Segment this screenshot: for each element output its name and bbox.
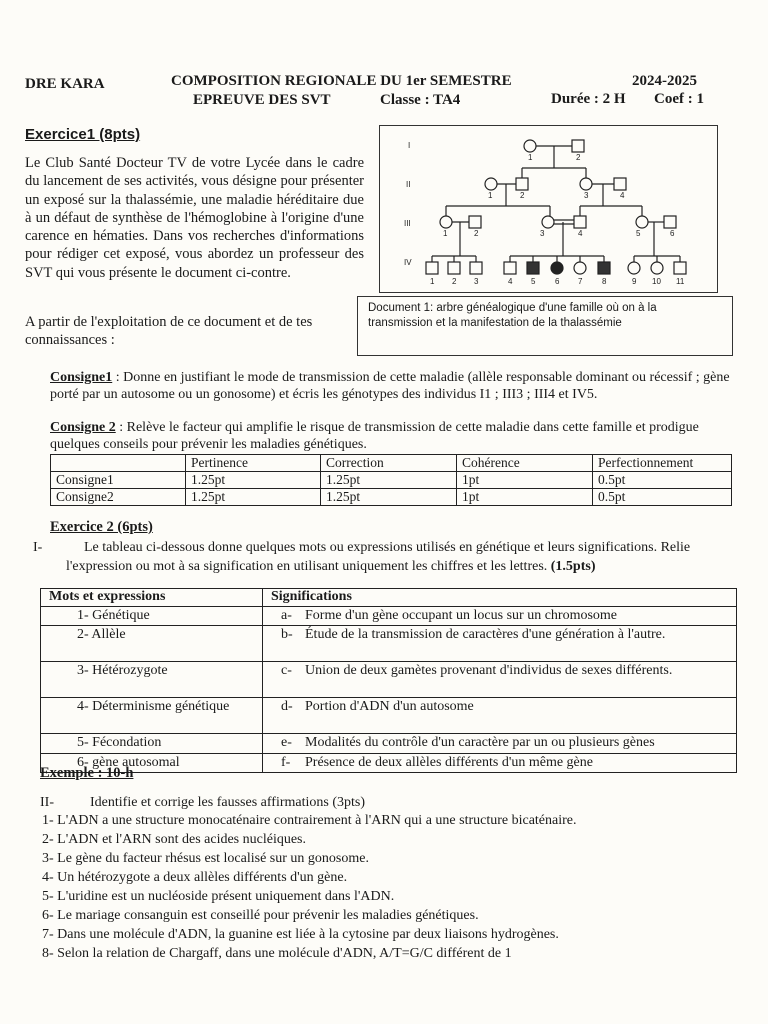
grading-cell: Consigne2: [51, 489, 186, 506]
vocab-table: [40, 588, 737, 773]
vocab-sig-letter: a-: [281, 607, 292, 623]
part1-points: (1.5pts): [550, 559, 596, 574]
example: Exemple : 10-h: [40, 765, 134, 781]
vocab-sig-text: Étude de la transmission de caractères d'une génération à l'autre.: [305, 627, 666, 642]
vocab-sig-text: Forme d'un gène occupant un locus sur un chromosome: [305, 607, 618, 623]
vocab-row: [41, 698, 737, 734]
gen-label-III: III: [404, 219, 411, 228]
consigne2-label: Consigne 2: [50, 420, 116, 435]
person-II4: [614, 178, 626, 190]
part1-text: [66, 538, 728, 576]
person-IV11: [674, 262, 686, 274]
pedigree-label: 2: [474, 229, 479, 238]
pedigree-label: 4: [508, 277, 513, 286]
grading-cell: 1pt: [457, 489, 593, 506]
exercise1-title: Exercice1 (8pts): [25, 126, 141, 143]
header-duree: Durée : 2 H: [551, 91, 626, 107]
grading-row: [51, 472, 732, 489]
vocab-sig: [263, 734, 737, 754]
header-title: COMPOSITION REGIONALE DU 1er SEMESTRE: [171, 73, 512, 89]
pedigree-label: 5: [636, 229, 641, 238]
vocab-sig-letter: d-: [281, 699, 293, 714]
pedigree-label: 2: [452, 277, 457, 286]
grading-cell: 1.25pt: [321, 472, 457, 489]
consigne1-label: Consigne1: [50, 370, 113, 385]
pedigree-label: 10: [652, 277, 661, 286]
grading-cell: 0.5pt: [593, 472, 732, 489]
grading-cell: 0.5pt: [593, 489, 732, 506]
pedigree-label: 9: [632, 277, 637, 286]
pedigree-label: 3: [540, 229, 545, 238]
exercise2-title: Exercice 2 (6pts): [50, 519, 153, 535]
vocab-header-row: [41, 589, 737, 607]
person-IV4: [504, 262, 516, 274]
vocab-mot: 3- Hétérozygote: [41, 662, 263, 698]
person-II3: [580, 178, 592, 190]
person-IV8-affected: [598, 262, 610, 274]
vocab-sig: [263, 626, 737, 662]
pedigree-label: 1: [443, 229, 448, 238]
vocab-header-mots: Mots et expressions: [41, 589, 263, 607]
header-classe: Classe : TA4: [380, 92, 461, 108]
statement: 5- L'uridine est un nucléoside présent uniquement dans l'ADN.: [42, 889, 395, 904]
header-year: 2024-2025: [632, 73, 697, 89]
vocab-sig-text: Présence de deux allèles différents d'un même gène: [305, 754, 593, 770]
vocab-sig: [263, 662, 737, 698]
grading-header-cell: Cohérence: [457, 455, 593, 472]
vocab-row: [41, 753, 737, 773]
gen-label-IV: IV: [404, 258, 412, 267]
part1-instruction: Le tableau ci-dessous donne quelques mots ou expressions utilisés en génétique et leurs significations. Relie l'expression ou mot à sa signification en utilisant uniquement les chiffres et les lettres.: [66, 540, 691, 574]
grading-cell: 1.25pt: [186, 472, 321, 489]
statement: 2- L'ADN et l'ARN sont des acides nucléiques.: [42, 832, 306, 847]
person-I1: [524, 140, 536, 152]
pedigree-label: 3: [474, 277, 479, 286]
vocab-sig-letter: c-: [281, 663, 292, 678]
grading-header-cell: Pertinence: [186, 455, 321, 472]
person-III2: [469, 216, 481, 228]
grading-cell: Consigne1: [51, 472, 186, 489]
person-III6: [664, 216, 676, 228]
vocab-sig: [263, 698, 737, 734]
vocab-sig-text: Union de deux gamètes provenant d'individus de sexes différents.: [305, 663, 673, 678]
pedigree-label: 5: [531, 277, 536, 286]
vocab-mot: 6- gène autosomal: [41, 753, 263, 773]
pedigree-label: 7: [578, 277, 583, 286]
gen-label-II: II: [406, 180, 411, 189]
person-III4: [574, 216, 586, 228]
vocab-mot: 2- Allèle: [41, 626, 263, 662]
statement: 6- Le mariage consanguin est conseillé pour prévenir les maladies génétiques.: [42, 908, 479, 923]
pedigree-chart: [380, 126, 717, 292]
vocab-sig-text: Portion d'ADN d'un autosome: [305, 699, 474, 714]
vocab-row: [41, 606, 737, 626]
statement: 3- Le gène du facteur rhésus est localisé sur un gonosome.: [42, 851, 369, 866]
consigne2: [50, 420, 730, 453]
person-IV5-affected: [527, 262, 539, 274]
vocab-sig-text: Modalités du contrôle d'un caractère par un ou plusieurs gènes: [305, 735, 655, 750]
consigne2-text: : Relève le facteur qui amplifie le risque de transmission de cette maladie dans cette famille et prodigue quelques conseils pour prévenir les maladies génétiques.: [50, 420, 699, 452]
vocab-mot: 1- Génétique: [41, 606, 263, 626]
grading-cell: 1.25pt: [321, 489, 457, 506]
person-IV3: [470, 262, 482, 274]
statement: 4- Un hétérozygote a deux allèles différents d'un gène.: [42, 870, 348, 885]
part2-number: II-: [40, 795, 54, 810]
person-IV2: [448, 262, 460, 274]
pedigree-label: 11: [676, 277, 685, 286]
document1-caption: Document 1: arbre généalogique d'une famille où on à la transmission et la manifestation de la thalassémie: [357, 296, 733, 356]
vocab-sig-letter: e-: [281, 735, 292, 750]
grading-row: [51, 489, 732, 506]
pedigree-label: 1: [430, 277, 435, 286]
grading-header-cell: [51, 455, 186, 472]
person-IV1: [426, 262, 438, 274]
part2-title: Identifie et corrige les fausses affirmations (3pts): [90, 795, 365, 810]
header-coef: Coef : 1: [654, 91, 704, 107]
header-left: DRE KARA: [25, 76, 105, 92]
vocab-row: [41, 662, 737, 698]
grading-table: [50, 454, 732, 506]
pedigree-label: 6: [670, 229, 675, 238]
grading-cell: 1.25pt: [186, 489, 321, 506]
vocab-sig: [263, 753, 737, 773]
pedigree-box: [379, 125, 718, 293]
pedigree-label: 4: [620, 191, 625, 200]
person-IV7: [574, 262, 586, 274]
person-II1: [485, 178, 497, 190]
pedigree-label: 6: [555, 277, 560, 286]
grading-header-cell: Correction: [321, 455, 457, 472]
consigne1-text: : Donne en justifiant le mode de transmission de cette maladie (allèle responsable dominant ou récessif ; gène porté par un autosome ou un gonosome) et écris les génotypes des individus I1 ; III3 ; III4 et IV5.: [50, 370, 730, 402]
exercise1-intro: Le Club Santé Docteur TV de votre Lycée dans le cadre du lancement de ses activités, vous désigne pour présenter un exposé sur la thalassémie, une maladie héréditaire due à un défaut de synthèse de l'hémoglobine à l'origine d'une carence en hématies. Dans vos recherches d'informations pour rédiger cet exposé, vous abordez un professeur des SVT qui vous présente le document ci-contre.: [25, 155, 364, 281]
statement: 1- L'ADN a une structure monocaténaire contrairement à l'ARN qui a une structure bicaténaire.: [42, 813, 577, 828]
part1-number: I-: [33, 540, 43, 555]
vocab-mot: 4- Déterminisme génétique: [41, 698, 263, 734]
person-IV9: [628, 262, 640, 274]
vocab-sig-letter: f-: [281, 754, 291, 770]
grading-cell: 1pt: [457, 472, 593, 489]
vocab-header-significations: Significations: [263, 589, 737, 607]
pedigree-label: 8: [602, 277, 607, 286]
person-III5: [636, 216, 648, 228]
statement: 8- Selon la relation de Chargaff, dans une molécule d'ADN, A/T=G/C différent de 1: [42, 946, 512, 961]
person-III1: [440, 216, 452, 228]
gen-label-I: I: [408, 141, 411, 150]
grading-header-cell: Perfectionnement: [593, 455, 732, 472]
pedigree-label: 4: [578, 229, 583, 238]
vocab-sig-letter: b-: [281, 627, 293, 642]
vocab-sig: [263, 606, 737, 626]
person-IV10: [651, 262, 663, 274]
vocab-row: [41, 734, 737, 754]
exercise1-instruction: A partir de l'exploitation de ce document et de tes connaissances :: [25, 314, 313, 349]
person-IV6-affected: [551, 262, 563, 274]
vocab-row: [41, 626, 737, 662]
pedigree-label: 1: [488, 191, 493, 200]
statements-list: [42, 811, 732, 963]
pedigree-label: 2: [520, 191, 525, 200]
vocab-mot: 5- Fécondation: [41, 734, 263, 754]
header-subtitle: EPREUVE DES SVT: [193, 92, 331, 108]
pedigree-label: 2: [576, 153, 581, 162]
consigne1: [50, 370, 730, 403]
person-I2: [572, 140, 584, 152]
pedigree-label: 3: [584, 191, 589, 200]
person-III3: [542, 216, 554, 228]
pedigree-label: 1: [528, 153, 533, 162]
statement: 7- Dans une molécule d'ADN, la guanine est liée à la cytosine par deux liaisons hydrogènes.: [42, 927, 559, 942]
person-II2: [516, 178, 528, 190]
grading-header-row: [51, 455, 732, 472]
